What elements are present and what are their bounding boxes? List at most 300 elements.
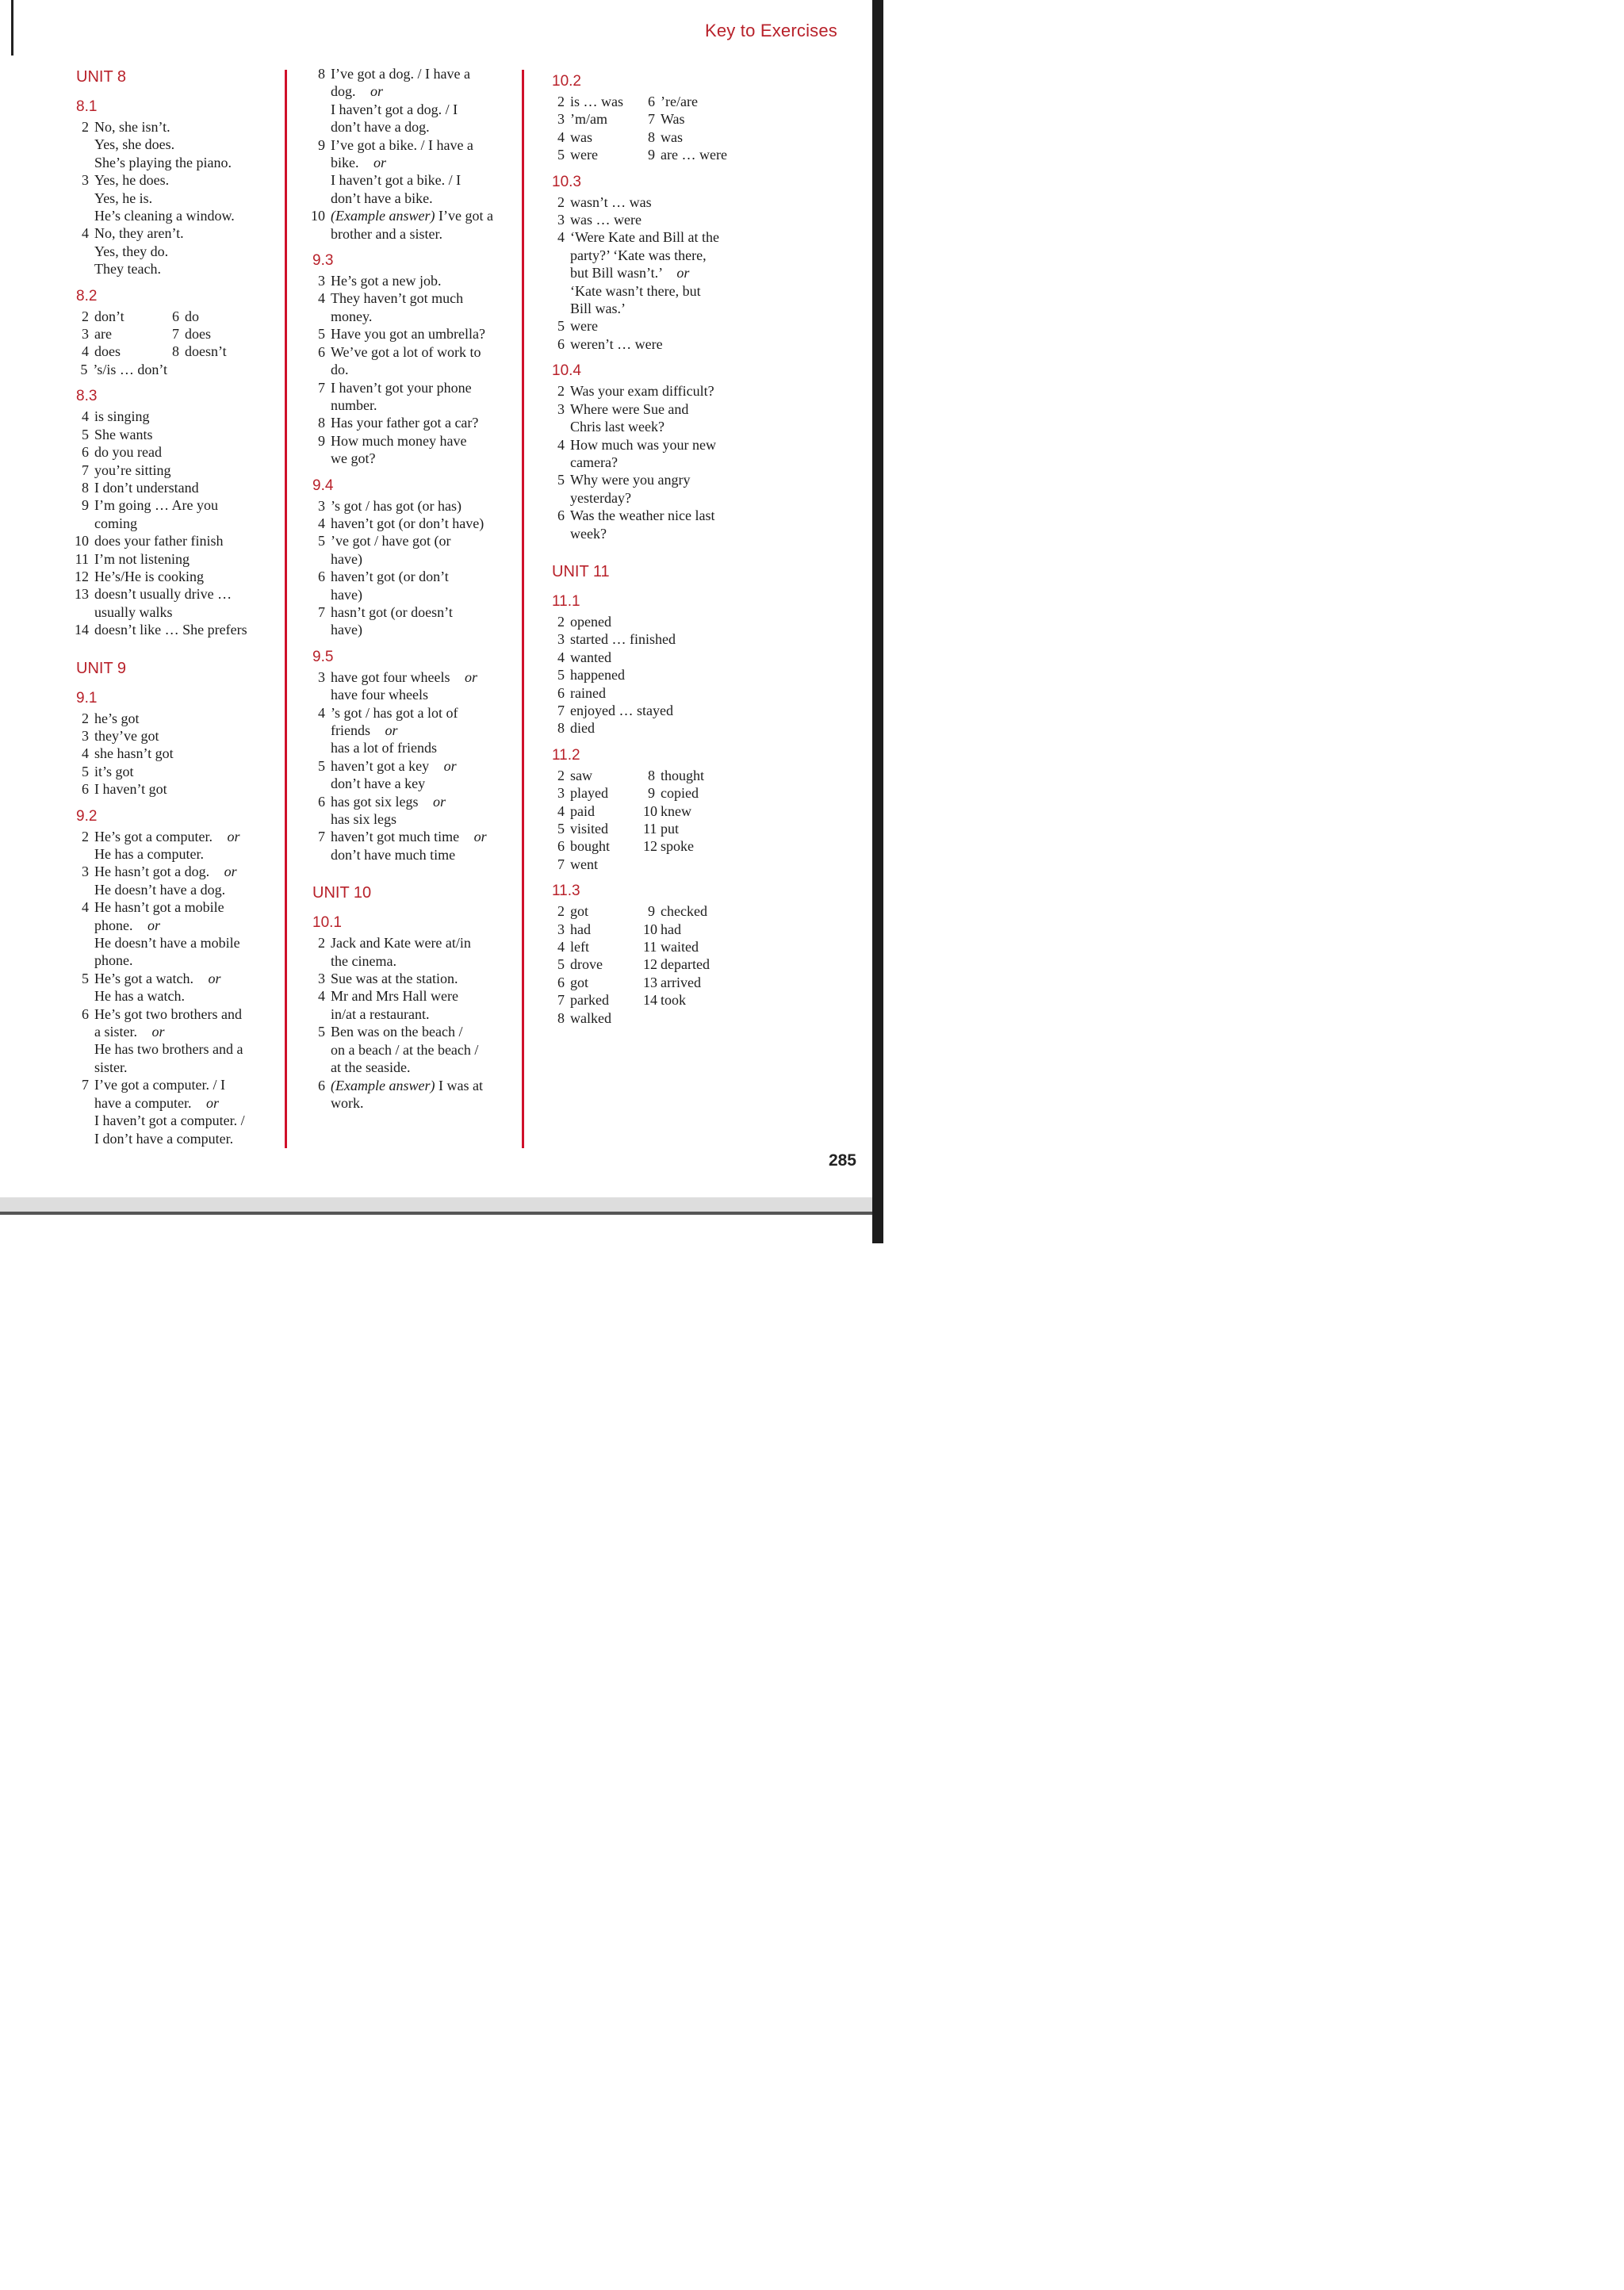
answer-value: copied [661, 785, 699, 802]
answer-text [331, 757, 517, 775]
or-label: or [385, 722, 398, 738]
answer-number: 9 [648, 785, 655, 802]
answer-value: got [570, 903, 589, 920]
answer-text [331, 550, 517, 568]
answer-value: had [661, 921, 681, 937]
answer-text [331, 987, 517, 1005]
answer-line [68, 408, 278, 425]
answer-line [68, 1005, 278, 1023]
answer-cell [643, 146, 727, 163]
answer-line [544, 193, 758, 211]
answer-number: 2 [557, 613, 565, 630]
answer-value: hasn’t got (or doesn’t [331, 603, 453, 620]
answer-text [331, 793, 517, 810]
scan-edge-bottom [0, 1197, 872, 1215]
answer-value: I haven’t got a dog. / I [331, 101, 458, 117]
answer-number [68, 952, 94, 969]
answer-value: He has two brothers and a [94, 1041, 243, 1058]
answer-value: phone. [94, 952, 133, 969]
answer-text [570, 300, 758, 317]
answer-number [68, 934, 94, 952]
answer-line [304, 739, 517, 756]
answer-number: 6 [318, 793, 325, 810]
answer-text [331, 1077, 517, 1094]
answer-line [304, 970, 517, 987]
answer-line [68, 426, 278, 443]
answer-line [304, 432, 517, 450]
answer-number: 12 [643, 838, 657, 855]
answer-text [570, 264, 758, 281]
answer-number: 5 [82, 426, 89, 442]
answer-number: 5 [318, 1024, 325, 1040]
unit-heading: UNIT 10 [312, 884, 372, 902]
answer-text [94, 461, 278, 479]
answer-value: left [570, 939, 589, 955]
answer-value: paid [570, 802, 595, 819]
answer-line [68, 1023, 278, 1040]
answer-line [68, 550, 278, 568]
answer-line [68, 443, 278, 461]
answer-value: Have you got an umbrella? [331, 326, 485, 343]
answer-cell [544, 938, 643, 955]
answer-number: 8 [318, 66, 325, 82]
answer-text [94, 550, 278, 568]
answer-number: 8 [648, 767, 655, 783]
answer-value: He doesn’t have a mobile [94, 935, 240, 952]
answer-value: yesterday? [570, 489, 631, 506]
answer-line [68, 496, 278, 514]
answer-line [304, 934, 517, 952]
exercise-section [68, 688, 278, 798]
answer-line [68, 898, 278, 916]
answer-text [94, 987, 278, 1005]
answer-text [94, 154, 278, 171]
answer-number: 11 [643, 939, 657, 955]
answer-cell [167, 343, 227, 360]
answer-value: He’s/He is cooking [94, 568, 204, 584]
answer-line [68, 745, 278, 762]
answer-value: I haven’t got a bike. / I [331, 172, 462, 189]
answer-text [331, 970, 517, 987]
exercise-section [68, 806, 278, 1147]
answer-text [94, 745, 278, 762]
exercise-section [304, 913, 517, 1112]
answer-number [304, 225, 331, 243]
answer-column-3 [544, 65, 758, 1035]
answer-text [331, 379, 517, 396]
answer-value: drove [570, 956, 603, 973]
answer-value: phone. [94, 917, 133, 933]
answer-text [94, 917, 278, 934]
answer-number [68, 1059, 94, 1076]
answer-value: She wants [94, 426, 153, 442]
answer-number [304, 810, 331, 828]
answer-value: Chris last week? [570, 419, 665, 435]
answer-row [544, 146, 758, 163]
answer-number: 3 [318, 497, 325, 514]
answer-row [68, 325, 278, 343]
answer-value: We’ve got a lot of work to [331, 343, 481, 360]
answer-text [331, 308, 517, 325]
answer-line [68, 461, 278, 479]
answer-line [68, 515, 278, 532]
answer-line [544, 719, 758, 737]
answer-cell [68, 361, 167, 378]
answer-value: played [570, 785, 608, 802]
answer-line [544, 666, 758, 684]
answer-text [331, 846, 517, 864]
or-label: or [370, 83, 384, 100]
answer-line [304, 757, 517, 775]
answer-text [94, 479, 278, 496]
answer-value: ’s got / has got (or has) [331, 497, 462, 514]
answer-cell [544, 820, 643, 837]
answer-number: 7 [172, 326, 179, 343]
answer-cell [643, 802, 691, 820]
answer-number [304, 1094, 331, 1112]
answer-text [570, 649, 758, 666]
answer-text [94, 443, 278, 461]
unit-heading: UNIT 9 [76, 659, 126, 677]
answer-number [304, 450, 331, 467]
answer-number: 4 [557, 229, 565, 246]
answer-value: He has a watch. [94, 988, 185, 1005]
answer-number: 3 [557, 212, 565, 228]
answer-line [544, 264, 758, 281]
answer-text [94, 408, 278, 425]
answer-number: 14 [75, 622, 89, 638]
answer-line [68, 171, 278, 189]
answer-number: 8 [172, 343, 179, 360]
answer-value: are … were [661, 147, 727, 163]
answer-text [331, 704, 517, 722]
answer-number [304, 118, 331, 136]
answer-number: 13 [75, 586, 89, 603]
answer-line [304, 668, 517, 686]
answer-value: ‘Kate wasn’t there, but [570, 282, 701, 299]
answer-line [304, 497, 517, 515]
answer-number: 3 [557, 785, 565, 802]
answer-value: do [185, 308, 199, 324]
exercise-number: 8.2 [76, 287, 98, 304]
answer-line [68, 987, 278, 1005]
answer-number: 3 [82, 326, 89, 343]
answer-text [331, 568, 517, 585]
answer-line [304, 65, 517, 82]
answer-number: 4 [318, 515, 325, 531]
answer-text [94, 1112, 278, 1129]
answer-line [304, 1077, 517, 1094]
answer-cell [643, 921, 681, 938]
answer-row [544, 802, 758, 820]
answer-number: 5 [557, 147, 565, 163]
or-label: or [373, 155, 387, 171]
answer-number [68, 515, 94, 532]
answer-value: on a beach / at the beach / [331, 1041, 479, 1058]
answer-value: don’t have much time [331, 846, 456, 863]
scan-edge-left [11, 0, 13, 56]
answer-value: you’re sitting [94, 461, 171, 478]
answer-text [570, 211, 758, 228]
answer-value: were [570, 318, 598, 335]
exercise-number: 11.2 [552, 746, 580, 764]
answer-text [94, 1076, 278, 1093]
answer-text [94, 136, 278, 153]
answer-value: He’s got a new job. [331, 273, 442, 289]
answer-number [643, 856, 661, 873]
answer-value: ’re/are [661, 94, 698, 109]
answer-text [331, 1005, 517, 1023]
answer-text [331, 414, 517, 431]
unit-heading: UNIT 11 [552, 562, 610, 580]
answer-text [331, 739, 517, 756]
answer-number: 5 [557, 472, 565, 488]
answer-line [304, 171, 517, 189]
exercise-number: 9.2 [76, 807, 98, 825]
example-answer-label: (Example answer) [331, 208, 435, 224]
answer-value: don’t have a bike. [331, 190, 433, 206]
answer-line [68, 224, 278, 242]
answer-value: work. [331, 1094, 364, 1111]
answer-value: in/at a restaurant. [331, 1005, 430, 1022]
answer-value: spoke [661, 838, 694, 855]
answer-value: ’ve got / have got (or [331, 533, 451, 550]
answer-line [68, 621, 278, 638]
answer-line [304, 722, 517, 739]
answer-number [68, 1040, 94, 1058]
answer-line [304, 289, 517, 307]
answer-line [68, 845, 278, 863]
answer-number: 12 [643, 956, 657, 973]
answer-value: Jack and Kate were at/in [331, 935, 471, 952]
answer-line [304, 225, 517, 243]
answer-number [68, 154, 94, 171]
answer-cell [544, 784, 643, 802]
answer-number: 6 [82, 1005, 89, 1022]
answer-number [304, 586, 331, 603]
answer-value: week? [570, 525, 607, 542]
answer-value: wasn’t … was [570, 193, 652, 210]
answer-text [331, 1094, 517, 1112]
answer-number: 10 [643, 921, 657, 937]
answer-value: I’ve got a [438, 208, 493, 224]
answer-value: haven’t got (or don’t [331, 569, 449, 585]
answer-text [331, 934, 517, 952]
or-label: or [224, 864, 237, 880]
answer-value: does your father finish [94, 533, 224, 550]
answer-row [544, 93, 758, 110]
answer-text [94, 780, 278, 798]
answer-number: 8 [557, 720, 565, 737]
answer-value: they’ve got [94, 727, 159, 744]
answer-text [94, 710, 278, 727]
column-divider [285, 70, 287, 1148]
answer-number: 6 [557, 507, 565, 524]
answer-line [304, 568, 517, 585]
or-label: or [676, 265, 690, 281]
answer-number: 10 [75, 533, 89, 550]
answer-text [94, 970, 278, 987]
answer-number [304, 101, 331, 118]
answer-number: 4 [82, 343, 89, 360]
answer-text [94, 828, 278, 845]
answer-value: I don’t have a computer. [94, 1130, 234, 1147]
answer-value: They haven’t got much [331, 290, 464, 307]
answer-line [304, 1059, 517, 1076]
answer-cell [544, 921, 643, 938]
answer-text [331, 65, 517, 82]
answer-value: has got six legs [331, 793, 419, 810]
exercise-number: 10.2 [552, 73, 581, 90]
answer-text [94, 515, 278, 532]
answer-number: 10 [311, 208, 325, 224]
answer-text [331, 154, 517, 171]
answer-row [68, 308, 278, 325]
answer-number [304, 190, 331, 207]
answer-line [68, 568, 278, 585]
answer-text [94, 496, 278, 514]
answer-number: 5 [318, 757, 325, 774]
answer-value: I’ve got a computer. / I [94, 1077, 225, 1093]
answer-text [570, 247, 758, 264]
exercise-section [68, 97, 278, 278]
answer-number: 2 [557, 193, 565, 210]
answer-number: 3 [82, 727, 89, 744]
answer-line [68, 1094, 278, 1112]
answer-line [544, 489, 758, 507]
answer-line [304, 379, 517, 396]
answer-line [544, 684, 758, 702]
exercise-number: 11.3 [552, 883, 580, 900]
answer-cell [643, 837, 694, 855]
answer-line [544, 507, 758, 524]
answer-cell [544, 1009, 643, 1027]
answer-number: 4 [557, 436, 565, 453]
answer-text [94, 1005, 278, 1023]
answer-line [544, 317, 758, 335]
answer-cell [68, 343, 167, 360]
answer-cell [643, 1009, 661, 1027]
answer-text [331, 603, 517, 621]
or-label: or [473, 829, 487, 845]
page-header-title: Key to Exercises [704, 21, 837, 40]
answer-number [304, 396, 331, 414]
answer-value: at the seaside. [331, 1059, 411, 1076]
answer-row [544, 1009, 758, 1027]
answer-cell [544, 128, 643, 146]
answer-line [68, 118, 278, 136]
answer-value: She’s playing the piano. [94, 154, 232, 170]
answer-text [570, 382, 758, 400]
answer-line [304, 396, 517, 414]
answer-number: 2 [557, 383, 565, 400]
answer-value: do. [331, 362, 349, 378]
answer-value: I haven’t got your phone [331, 379, 472, 396]
answer-number [304, 952, 331, 970]
answer-line [544, 418, 758, 435]
answer-text [331, 343, 517, 361]
answer-value: Yes, he does. [94, 172, 170, 189]
exercise-number: 10.3 [552, 173, 581, 190]
answer-text [94, 1040, 278, 1058]
answer-number: 8 [82, 479, 89, 496]
answer-line [68, 881, 278, 898]
answer-text [331, 1059, 517, 1076]
answer-number [68, 987, 94, 1005]
answer-value: No, they aren’t. [94, 225, 184, 242]
answer-number [68, 243, 94, 260]
answer-line [544, 525, 758, 542]
answer-text [570, 228, 758, 246]
answer-row [544, 784, 758, 802]
answer-cell [643, 856, 661, 873]
answer-line [68, 154, 278, 171]
answer-text [94, 118, 278, 136]
answer-number [304, 308, 331, 325]
answer-line [304, 101, 517, 118]
answer-text [331, 207, 517, 224]
answer-cell [544, 802, 643, 820]
answer-number: 5 [557, 667, 565, 684]
answer-value: Yes, he is. [94, 190, 153, 206]
answer-number: 6 [557, 974, 565, 990]
answer-cell [544, 902, 643, 920]
answer-text [570, 613, 758, 630]
answer-value: are [94, 326, 112, 343]
answer-number: 6 [557, 838, 565, 855]
exercise-section [544, 592, 758, 737]
answer-number [544, 454, 570, 471]
answer-line [304, 190, 517, 207]
answer-text [331, 289, 517, 307]
scan-edge-right [872, 0, 883, 1243]
answer-number [68, 1094, 94, 1112]
exercise-number: 11.1 [552, 592, 580, 610]
answer-text [94, 532, 278, 550]
answer-line [304, 1005, 517, 1023]
answer-line [304, 952, 517, 970]
answer-number [304, 1005, 331, 1023]
answer-number: 7 [318, 603, 325, 620]
answer-line [68, 917, 278, 934]
answer-text [94, 934, 278, 952]
answer-text [331, 118, 517, 136]
answer-value: arrived [661, 974, 701, 990]
answer-number: 4 [557, 939, 565, 955]
answer-line [68, 1040, 278, 1058]
answer-number [68, 260, 94, 278]
answer-number: 13 [643, 974, 657, 990]
answer-number: 4 [318, 988, 325, 1005]
answer-value: has six legs [331, 811, 396, 828]
answer-value: bought [570, 838, 611, 855]
answer-cell [643, 938, 699, 955]
answer-value: He’s got a computer. [94, 828, 213, 844]
answer-number: 3 [318, 971, 325, 987]
answer-row [544, 110, 758, 128]
answer-text [331, 325, 517, 343]
answer-cell [643, 974, 701, 991]
answer-value: I was at [438, 1077, 483, 1093]
answer-value: He hasn’t got a dog. [94, 864, 210, 880]
answer-row [544, 991, 758, 1009]
answer-value: ’s/is … don’t [93, 361, 167, 377]
answer-row [544, 902, 758, 920]
answer-number [304, 171, 331, 189]
answer-value: enjoyed … stayed [570, 702, 673, 718]
answer-line [304, 686, 517, 703]
answer-value: departed [661, 956, 710, 973]
